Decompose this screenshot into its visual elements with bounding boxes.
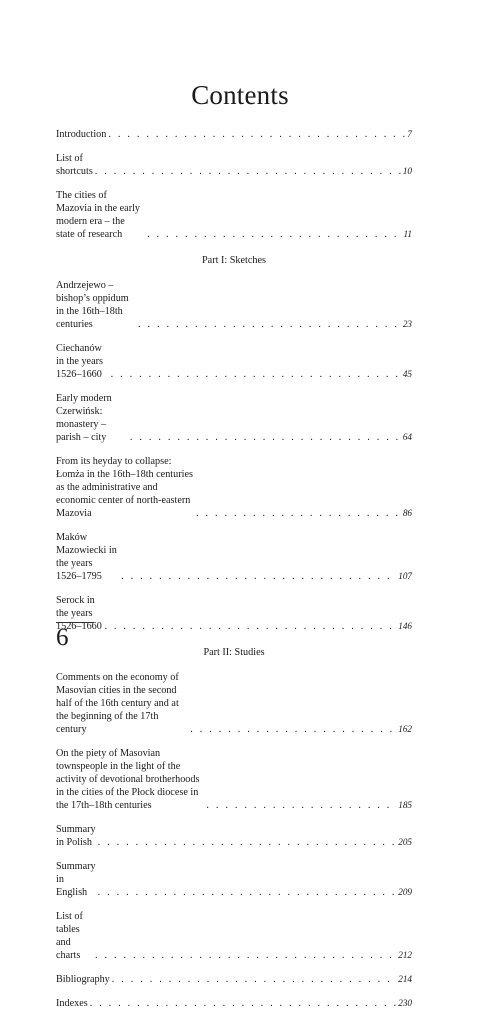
- toc-page-number: 86: [402, 508, 412, 518]
- leader-dots: [98, 886, 397, 899]
- toc-page-number: 209: [398, 887, 412, 897]
- leader-dots: [121, 570, 396, 583]
- toc-entry-title: Comments on the economy of Masovian cities in the second half of the 16th century and at the beginning of the 17th century: [56, 672, 179, 735]
- toc-entry: [56, 671, 412, 736]
- toc-page-number: 23: [402, 319, 412, 329]
- toc-entry: [56, 531, 412, 583]
- leader-dots: [130, 431, 401, 444]
- toc-entry-title: List of tables and charts: [56, 911, 83, 961]
- toc-page-number: 212: [398, 950, 412, 960]
- leader-dots: [108, 128, 405, 141]
- part-heading: Part I: Sketches: [202, 255, 266, 266]
- toc-entry-title: Introduction: [56, 129, 107, 140]
- toc-entry-title: Serock in the years 1526–1660: [56, 595, 102, 632]
- toc-page-number: 10: [402, 166, 412, 176]
- folio-rule: [56, 622, 94, 623]
- toc-entry: [56, 342, 412, 381]
- leader-dots: [98, 836, 397, 849]
- toc-page-number: 64: [402, 432, 412, 442]
- toc-entry-title: On the piety of Masovian townspeople in the light of the activity of devotional brotherhoods in the cities of the Płock diocese in the 17th–18th centuries: [56, 748, 200, 811]
- toc-entry: [56, 860, 412, 899]
- toc-entry: [56, 973, 412, 986]
- toc-entry: [56, 189, 412, 241]
- leader-dots: [95, 949, 396, 962]
- toc-entry: [56, 910, 412, 962]
- toc-page-number: 7: [407, 129, 412, 139]
- toc-entry-title: From its heyday to collapse: Łomża in the 16th–18th centuries as the administrative and economic center of north-eastern Mazovia: [56, 456, 193, 519]
- toc-entry-title: Summary in Polish: [56, 824, 96, 848]
- toc-entry-title: Andrzejewo – bishop’s oppidum in the 16th–18th centuries: [56, 280, 129, 330]
- leader-dots: [90, 997, 397, 1010]
- toc-entry-title: Early modern Czerwińsk: monastery – parish – city: [56, 393, 112, 443]
- part-heading: Part II: Studies: [203, 647, 265, 658]
- page-number: 6: [56, 624, 69, 651]
- leader-dots: [196, 507, 401, 520]
- toc-page-number: 45: [402, 369, 412, 379]
- toc-entry: [56, 997, 412, 1010]
- toc-page-number: 185: [398, 800, 412, 810]
- leader-dots: [190, 723, 396, 736]
- leader-dots: [111, 368, 401, 381]
- toc-entry: [56, 152, 412, 178]
- toc-entry: [56, 392, 412, 444]
- toc-entry: [56, 594, 412, 633]
- toc-page-number: 146: [398, 621, 412, 631]
- toc-entry-title: Maków Mazowiecki in the years 1526–1795: [56, 532, 117, 582]
- toc-page-number: 162: [398, 724, 412, 734]
- page-title: Contents: [191, 80, 289, 110]
- leader-dots: [138, 318, 401, 331]
- toc-entry-title: Ciechanów in the years 1526–1660: [56, 343, 103, 380]
- table-of-contents: [56, 128, 412, 1010]
- toc-entry-title: The cities of Mazovia in the early modern era – the state of research: [56, 190, 141, 240]
- leader-dots: [112, 973, 396, 986]
- toc-entry: [56, 128, 412, 141]
- toc-page-number: 230: [398, 998, 412, 1008]
- toc-page-number: 214: [398, 974, 412, 984]
- toc-page-number: 107: [398, 571, 412, 581]
- toc-page-number: 11: [403, 229, 412, 239]
- toc-entry: [56, 455, 412, 520]
- leader-dots: [95, 165, 401, 178]
- toc-entry-title: Bibliography: [56, 974, 110, 985]
- toc-entry: [56, 823, 412, 849]
- toc-entry-title: Indexes: [56, 998, 88, 1009]
- leader-dots: [104, 620, 396, 633]
- leader-dots: [147, 228, 401, 241]
- toc-entry-title: Summary in English: [56, 861, 96, 898]
- toc-entry: [56, 279, 412, 331]
- toc-page-number: 205: [398, 837, 412, 847]
- leader-dots: [206, 799, 396, 812]
- toc-entry-title: List of shortcuts: [56, 153, 93, 177]
- toc-entry: [56, 747, 412, 812]
